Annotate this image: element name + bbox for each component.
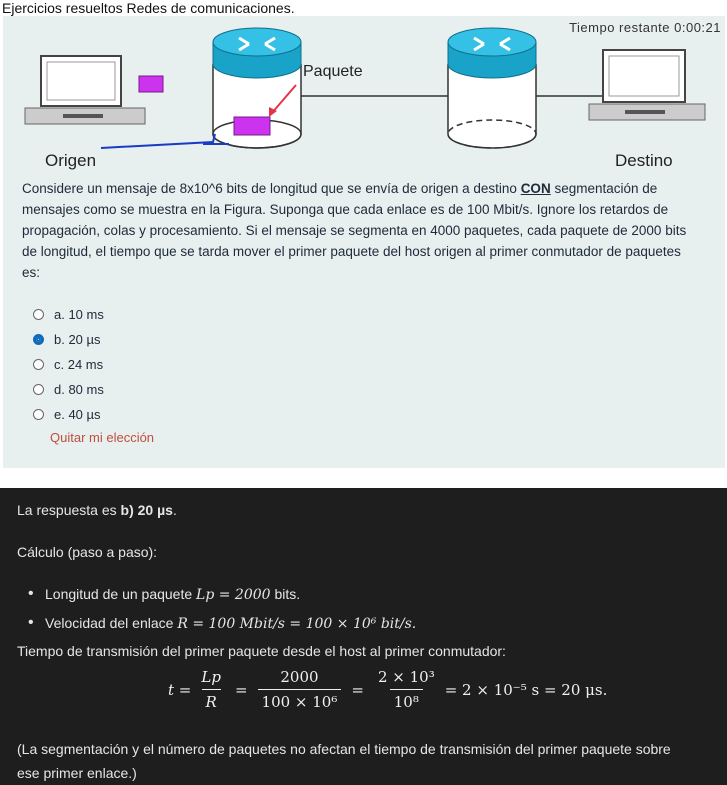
packet-icon xyxy=(234,117,270,135)
answer-options xyxy=(33,302,104,427)
radio-button-selected[interactable] xyxy=(33,334,44,345)
origin-label: Origen xyxy=(45,151,97,170)
option-e[interactable]: e. 40 µs xyxy=(33,402,104,427)
note-line-2: ese primer enlace.) xyxy=(17,765,137,781)
document-title: Ejercicios resueltos Redes de comunicaciones. xyxy=(2,0,295,16)
tx-title: Tiempo de transmisión del primer paquete desde el host al primer conmutador: xyxy=(17,643,506,659)
quiz-panel xyxy=(3,16,725,468)
packet-icon xyxy=(139,76,163,92)
destination-computer-icon xyxy=(589,50,705,120)
origin-computer-icon xyxy=(25,56,145,124)
calc-list xyxy=(17,586,416,644)
router-icon xyxy=(448,28,536,148)
timer: Tiempo restante 0:00:21 xyxy=(569,20,721,35)
question-text: Considere un mensaje de 8x10^6 bits de longitud que se envía de origen a destino CON segmentación de mensajes como se muestra en la Figura. Suponga que cada enlace es de 100 Mbit/s. Ignore los retardos de propagación, colas y procesamiento. Si el mensaje se segmenta en 4000 paquetes, cada paquete de 2000 bits de longitud, el tiempo que se tarda mover el primer paquete del host origen al primer conmutador de paquetes es: xyxy=(22,181,687,280)
option-b[interactable]: b. 20 µs xyxy=(33,327,104,352)
list-item: • Velocidad del enlace R = 100 Mbit/s = 100 × 10⁶ bit/s. xyxy=(17,615,416,644)
list-item: • Longitud de un paquete Lp = 2000 bits. xyxy=(17,586,416,615)
option-c[interactable]: c. 24 ms xyxy=(33,352,104,377)
calc-title: Cálculo (paso a paso): xyxy=(17,544,158,560)
destination-label: Destino xyxy=(615,151,673,170)
option-d[interactable]: d. 80 ms xyxy=(33,377,104,402)
note-line-1: (La segmentación y el número de paquetes no afectan el tiempo de transmisión del primer paquete sobre xyxy=(17,741,671,757)
radio-button[interactable] xyxy=(33,359,44,370)
option-a[interactable]: a. 10 ms xyxy=(33,302,104,327)
packet-label: Paquete xyxy=(303,63,363,80)
radio-button[interactable] xyxy=(33,384,44,395)
radio-button[interactable] xyxy=(33,309,44,320)
answer-panel xyxy=(0,488,727,785)
clear-choice-link[interactable]: Quitar mi elección xyxy=(50,430,155,445)
answer-intro: La respuesta es b) 20 µs. xyxy=(17,502,177,518)
formula: t = $\frac{Lp}{R}$ = $\frac{2000}{\text{100 × 10⁶}}$ = $\frac{\text{2 × 10³}}{\text{10⁸}}$ = 2 × 10⁻⁵ s = 20 μs. xyxy=(168,668,608,711)
radio-button[interactable] xyxy=(33,409,44,420)
network-figure xyxy=(3,16,725,191)
